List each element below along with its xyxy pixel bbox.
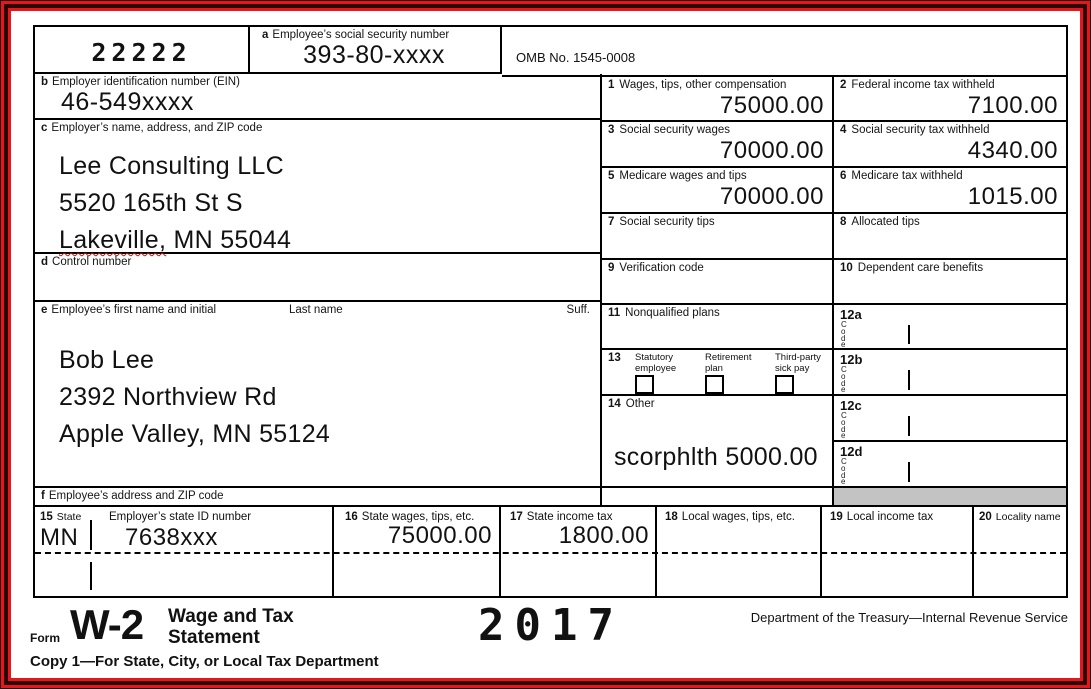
box-19-label: Local income tax <box>846 511 934 523</box>
box-7-label: Social security tips <box>619 216 715 228</box>
box-2-number: 2 <box>840 79 847 91</box>
box-1-number: 1 <box>608 79 615 91</box>
box-17-number: 17 <box>510 511 523 523</box>
box-3 <box>602 122 834 168</box>
box-4-label: Social security tax withheld <box>851 124 990 136</box>
form-title-line2: Statement <box>168 627 260 648</box>
retirement-plan-checkbox[interactable] <box>705 375 724 394</box>
omb-number: OMB No. 1545-0008 <box>516 50 636 65</box>
box-12a-label: 12a <box>840 307 862 322</box>
state-id-divider-row1 <box>90 520 92 550</box>
box-18-label: Local wages, tips, etc. <box>681 511 795 523</box>
box-b-letter: b <box>41 76 49 88</box>
form-number: W-2 <box>70 601 144 648</box>
box-e-label: Employee’s first name and initial <box>51 304 217 316</box>
col-divider-18-19 <box>820 507 822 596</box>
box-11-number: 11 <box>608 307 621 319</box>
box-12c-label: 12c <box>840 398 862 413</box>
box-2 <box>834 77 1066 122</box>
box-12a <box>834 305 1066 350</box>
box-f-letter: f <box>41 490 45 502</box>
state-local-section <box>35 507 1066 596</box>
box-14-number: 14 <box>608 398 621 410</box>
box-20-label: Locality name <box>995 511 1061 523</box>
box-8-label: Allocated tips <box>851 216 920 228</box>
employer-street: 5520 165th St S <box>59 189 243 217</box>
box-10-label: Dependent care benefits <box>857 262 984 274</box>
control-total-box <box>35 27 250 74</box>
box-d-control-number <box>35 254 602 302</box>
box-12b-divider <box>908 370 910 390</box>
box-14-value: scorphlth 5000.00 <box>614 443 818 471</box>
box-16-number: 16 <box>345 511 358 523</box>
box-16-label: State wages, tips, etc. <box>361 511 475 523</box>
box-6-number: 6 <box>840 170 847 182</box>
box-4-number: 4 <box>840 124 847 136</box>
box-c-employer <box>35 120 602 254</box>
box-9 <box>602 260 834 305</box>
box-6-value: 1015.00 <box>967 183 1058 210</box>
box-12a-divider <box>908 325 910 344</box>
box-13-number: 13 <box>608 352 621 364</box>
box-f-label: Employee’s address and ZIP code <box>48 490 224 502</box>
box-5-value: 70000.00 <box>719 183 824 210</box>
box-a-label: Employee’s social security number <box>272 29 450 41</box>
box-5-label: Medicare wages and tips <box>619 170 747 182</box>
box-15-id-label: Employer’s state ID number <box>109 511 252 523</box>
box-1-label: Wages, tips, other compensation <box>619 79 787 91</box>
employer-city-word: Lakeville, <box>59 226 167 254</box>
box-12d-code-label: Code <box>841 457 847 487</box>
statutory-employee-label: Statutory employee <box>635 352 677 374</box>
employee-city: Apple Valley, MN 55124 <box>59 420 331 448</box>
box-7 <box>602 214 834 260</box>
col-divider-15-16 <box>332 507 334 596</box>
box-d-letter: d <box>41 256 49 268</box>
box-20-number: 20 <box>979 511 992 523</box>
copy-line: Copy 1—For State, City, or Local Tax Department <box>30 653 379 670</box>
form-title-line1: Wage and Tax <box>168 606 294 627</box>
state-wages-value: 75000.00 <box>387 522 492 549</box>
col-divider-17-18 <box>655 507 657 596</box>
box-e-lastname-label: Last name <box>289 304 343 316</box>
state-row-divider <box>35 552 1066 554</box>
box-12c <box>834 396 1066 442</box>
agency-line: Department of the Treasury—Internal Revenue Service <box>750 610 1068 625</box>
box-12c-divider <box>908 416 910 436</box>
box-14-label: Other <box>625 398 655 410</box>
box-12d-label: 12d <box>840 444 863 459</box>
box-19-number: 19 <box>830 511 843 523</box>
box-15-number: 15 <box>40 511 53 523</box>
state-income-tax-value: 1800.00 <box>558 522 649 549</box>
box-c-letter: c <box>41 122 48 134</box>
box-12d <box>834 442 1066 488</box>
tax-year: 2017 <box>478 600 624 651</box>
box-f-address <box>35 488 602 507</box>
box-18-number: 18 <box>665 511 678 523</box>
box-12a-code-label: Code <box>841 320 847 350</box>
box-13 <box>602 350 834 396</box>
state-id-value: 7638xxx <box>125 524 218 551</box>
box-c-label: Employer’s name, address, and ZIP code <box>51 122 263 134</box>
box-10 <box>834 260 1066 305</box>
box-3-number: 3 <box>608 124 615 136</box>
ssn-value: 393-80-xxxx <box>303 41 445 69</box>
form-word: Form <box>30 631 60 645</box>
box-10-number: 10 <box>840 262 853 274</box>
box-12c-code-label: Code <box>841 411 847 441</box>
col-divider-16-17 <box>499 507 501 596</box>
box-b-ein <box>35 74 602 120</box>
box-7-number: 7 <box>608 216 615 228</box>
box-3-value: 70000.00 <box>719 137 824 164</box>
box-9-label: Verification code <box>619 262 704 274</box>
box-2-value: 7100.00 <box>967 92 1058 119</box>
employer-city-rest: MN 55044 <box>166 226 292 254</box>
box-12b-label: 12b <box>840 352 863 367</box>
form-title <box>168 606 294 648</box>
box-14 <box>602 396 834 488</box>
box-15-label: State <box>56 511 82 523</box>
state-id-divider-row2 <box>90 562 92 590</box>
state-value: MN <box>40 524 79 551</box>
box-e-letter: e <box>41 304 48 316</box>
box-11-label: Nonqualified plans <box>625 307 720 319</box>
box-11 <box>602 305 834 350</box>
box-5-number: 5 <box>608 170 615 182</box>
box-a-ssn <box>250 27 502 74</box>
third-party-sick-pay-label: Third-party sick pay <box>775 352 821 374</box>
box-1 <box>602 77 834 122</box>
box-6-label: Medicare tax withheld <box>851 170 963 182</box>
statutory-employee-checkbox[interactable] <box>635 375 654 394</box>
box-17-label: State income tax <box>526 511 613 523</box>
gray-band <box>834 488 1066 507</box>
box-8-number: 8 <box>840 216 847 228</box>
box-12b-code-label: Code <box>841 365 847 395</box>
third-party-sick-pay-checkbox[interactable] <box>775 375 794 394</box>
employee-name: Bob Lee <box>59 346 155 374</box>
box-b-label: Employer identification number (EIN) <box>52 76 240 88</box>
box-d-label: Control number <box>52 256 132 268</box>
w2-form <box>33 25 1068 598</box>
box-2-label: Federal income tax withheld <box>851 79 995 91</box>
box-12d-divider <box>908 462 910 482</box>
box-a-letter: a <box>262 29 269 41</box>
box-e-suffix-label: Suff. <box>566 304 590 316</box>
box-3-label: Social security wages <box>619 124 730 136</box>
employee-street: 2392 Northview Rd <box>59 383 277 411</box>
box-9-number: 9 <box>608 262 615 274</box>
box-1-value: 75000.00 <box>719 92 824 119</box>
ein-value: 46-549xxxx <box>61 88 194 116</box>
employer-name: Lee Consulting LLC <box>59 152 284 180</box>
box-5 <box>602 168 834 214</box>
box-4-value: 4340.00 <box>967 137 1058 164</box>
empty-strip <box>602 488 834 507</box>
col-divider-19-20 <box>972 507 974 596</box>
omb-box <box>502 27 1066 77</box>
box-12b <box>834 350 1066 396</box>
box-4 <box>834 122 1066 168</box>
box-e-employee <box>35 302 602 488</box>
box-6 <box>834 168 1066 214</box>
box-8 <box>834 214 1066 260</box>
retirement-plan-label: Retirement plan <box>705 352 752 374</box>
control-total-value: 22222 <box>91 38 192 67</box>
